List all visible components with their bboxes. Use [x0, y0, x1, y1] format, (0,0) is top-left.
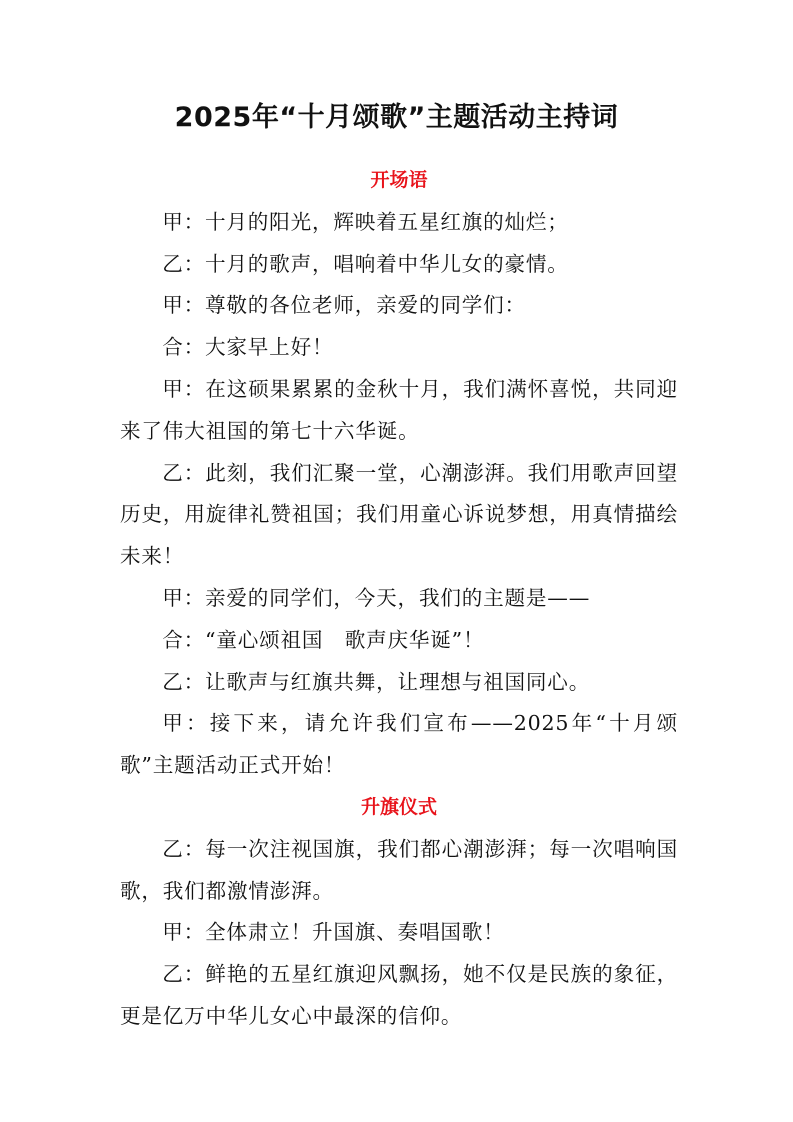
paragraph: 甲：在这硕果累累的金秋十月，我们满怀喜悦，共同迎来了伟大祖国的第七十六华诞。	[120, 376, 678, 443]
paragraph: 乙：十月的歌声，唱响着中华儿女的豪情。	[162, 251, 569, 276]
section-opening	[120, 160, 678, 787]
section-flag-raising	[120, 787, 678, 1038]
section-heading: 升旗仪式	[360, 795, 437, 818]
paragraph: 合：大家早上好！	[162, 335, 334, 360]
paragraph: 乙：每一次注视国旗，我们都心潮澎湃；每一次唱响国歌，我们都激情澎湃。	[120, 836, 678, 903]
paragraph: 甲：接下来，请允许我们宣布——2025年“十月颂歌”主题活动正式开始！	[120, 711, 678, 778]
paragraph: 乙：让歌声与红旗共舞，让理想与祖国同心。	[162, 669, 591, 694]
document-title: 2025年“十月颂歌”主题活动主持词	[174, 102, 619, 133]
paragraph: 甲：亲爱的同学们，今天，我们的主题是——	[162, 585, 591, 610]
paragraph: 乙：此刻，我们汇聚一堂，心潮澎湃。我们用歌声回望历史，用旋律礼赞祖国；我们用童心诉说梦想，用真情描绘未来！	[120, 460, 678, 569]
document-body	[120, 160, 678, 1038]
paragraph: 甲：尊敬的各位老师，亲爱的同学们：	[162, 293, 526, 318]
section-heading: 开场语	[370, 169, 428, 191]
paragraph: 合：“童心颂祖国 歌声庆华诞”！	[162, 627, 485, 652]
paragraph: 甲：十月的阳光，辉映着五星红旗的灿烂；	[162, 209, 569, 234]
paragraph: 甲：全体肃立！升国旗、奏唱国歌！	[162, 920, 505, 945]
paragraph: 乙：鲜艳的五星红旗迎风飘扬，她不仅是民族的象征，更是亿万中华儿女心中最深的信仰。	[120, 962, 678, 1028]
